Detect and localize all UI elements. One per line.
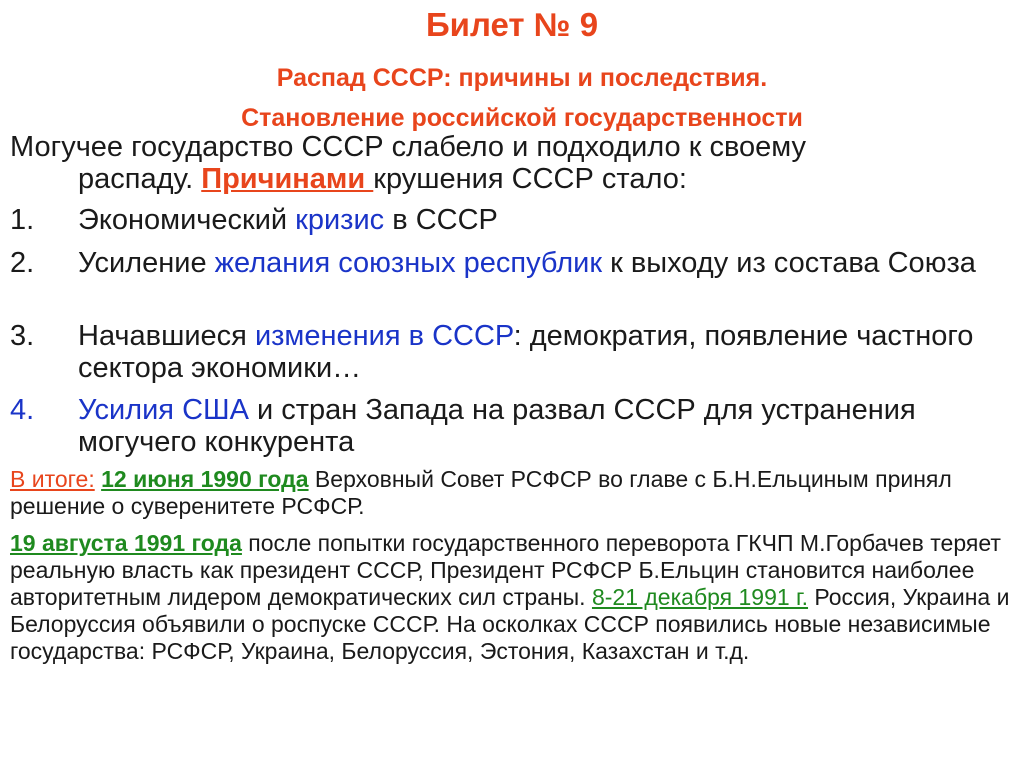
list-number: 4. bbox=[10, 394, 35, 426]
list-number: 1. bbox=[10, 204, 35, 236]
intro-text-1: Могучее государство СССР слабело и подходило к своему bbox=[10, 131, 807, 163]
intro-text-2: распаду. bbox=[78, 163, 202, 195]
item-text-highlight: желания союзных республик bbox=[214, 247, 603, 279]
item-text-highlight: Усилия США bbox=[78, 394, 249, 426]
item-text-a: Начавшиеся bbox=[78, 320, 255, 352]
item-text-c: к выходу из состава Союза bbox=[602, 247, 976, 279]
list-text bbox=[78, 320, 1015, 384]
item-text-c: в СССР bbox=[384, 204, 498, 236]
events-text-1: после попытки государственного переворота ГКЧП М.Горбачев теряет реальную власть как президент СССР, Президент РСФСР Б.Ельцин становится наиболее авторитетным лидером демократических сил страны. bbox=[10, 530, 1001, 610]
item-text-highlight: изменения в СССР bbox=[254, 320, 514, 352]
slide-subtitle-1: Распад СССР: причины и последствия. bbox=[276, 64, 768, 92]
date-highlight: 12 июня 1990 года bbox=[101, 466, 309, 492]
intro-paragraph bbox=[10, 131, 1010, 195]
summary-label: В итоге: bbox=[10, 466, 95, 492]
list-number: 2. bbox=[10, 247, 35, 279]
list-text bbox=[78, 204, 1015, 236]
slide-subtitle-2: Становление российской государственности bbox=[241, 104, 803, 132]
intro-highlight: Причинами bbox=[201, 163, 374, 195]
list-item-1 bbox=[10, 204, 1015, 236]
list-item-4 bbox=[10, 394, 1015, 458]
list-number: 3. bbox=[10, 320, 35, 352]
slide-title: Билет № 9 bbox=[425, 6, 599, 43]
intro-line-2 bbox=[10, 163, 1010, 195]
item-text-c: : демократия, появление частного сектора экономики… bbox=[78, 320, 974, 384]
item-text-b: и стран Запада на развал СССР для устранения могучего конкурента bbox=[78, 394, 916, 458]
date-highlight: 19 августа 1991 года bbox=[10, 530, 242, 556]
list-text bbox=[78, 247, 1015, 279]
list-text bbox=[78, 394, 1015, 458]
events-paragraph bbox=[10, 530, 1015, 665]
summary-paragraph bbox=[10, 466, 1015, 520]
item-text-a: Усиление bbox=[78, 247, 215, 279]
item-text-a: Экономический bbox=[78, 204, 296, 236]
date-highlight-2: 8-21 декабря 1991 г. bbox=[591, 584, 809, 610]
summary-text: Верховный Совет РСФСР во главе с Б.Н.Ельциным принял решение о суверенитете РСФСР. bbox=[10, 466, 952, 519]
list-item-3 bbox=[10, 320, 1015, 384]
item-text-highlight: кризис bbox=[295, 204, 385, 236]
list-item-2 bbox=[10, 247, 1015, 279]
intro-text-3: крушения СССР стало: bbox=[373, 163, 687, 195]
events-text-2: Россия, Украина и Белоруссия объявили о роспуске СССР. На осколках СССР появились новые независимые государства: РСФСР, Украина, Белоруссия, Эстония, Казахстан и т.д. bbox=[10, 584, 1010, 664]
